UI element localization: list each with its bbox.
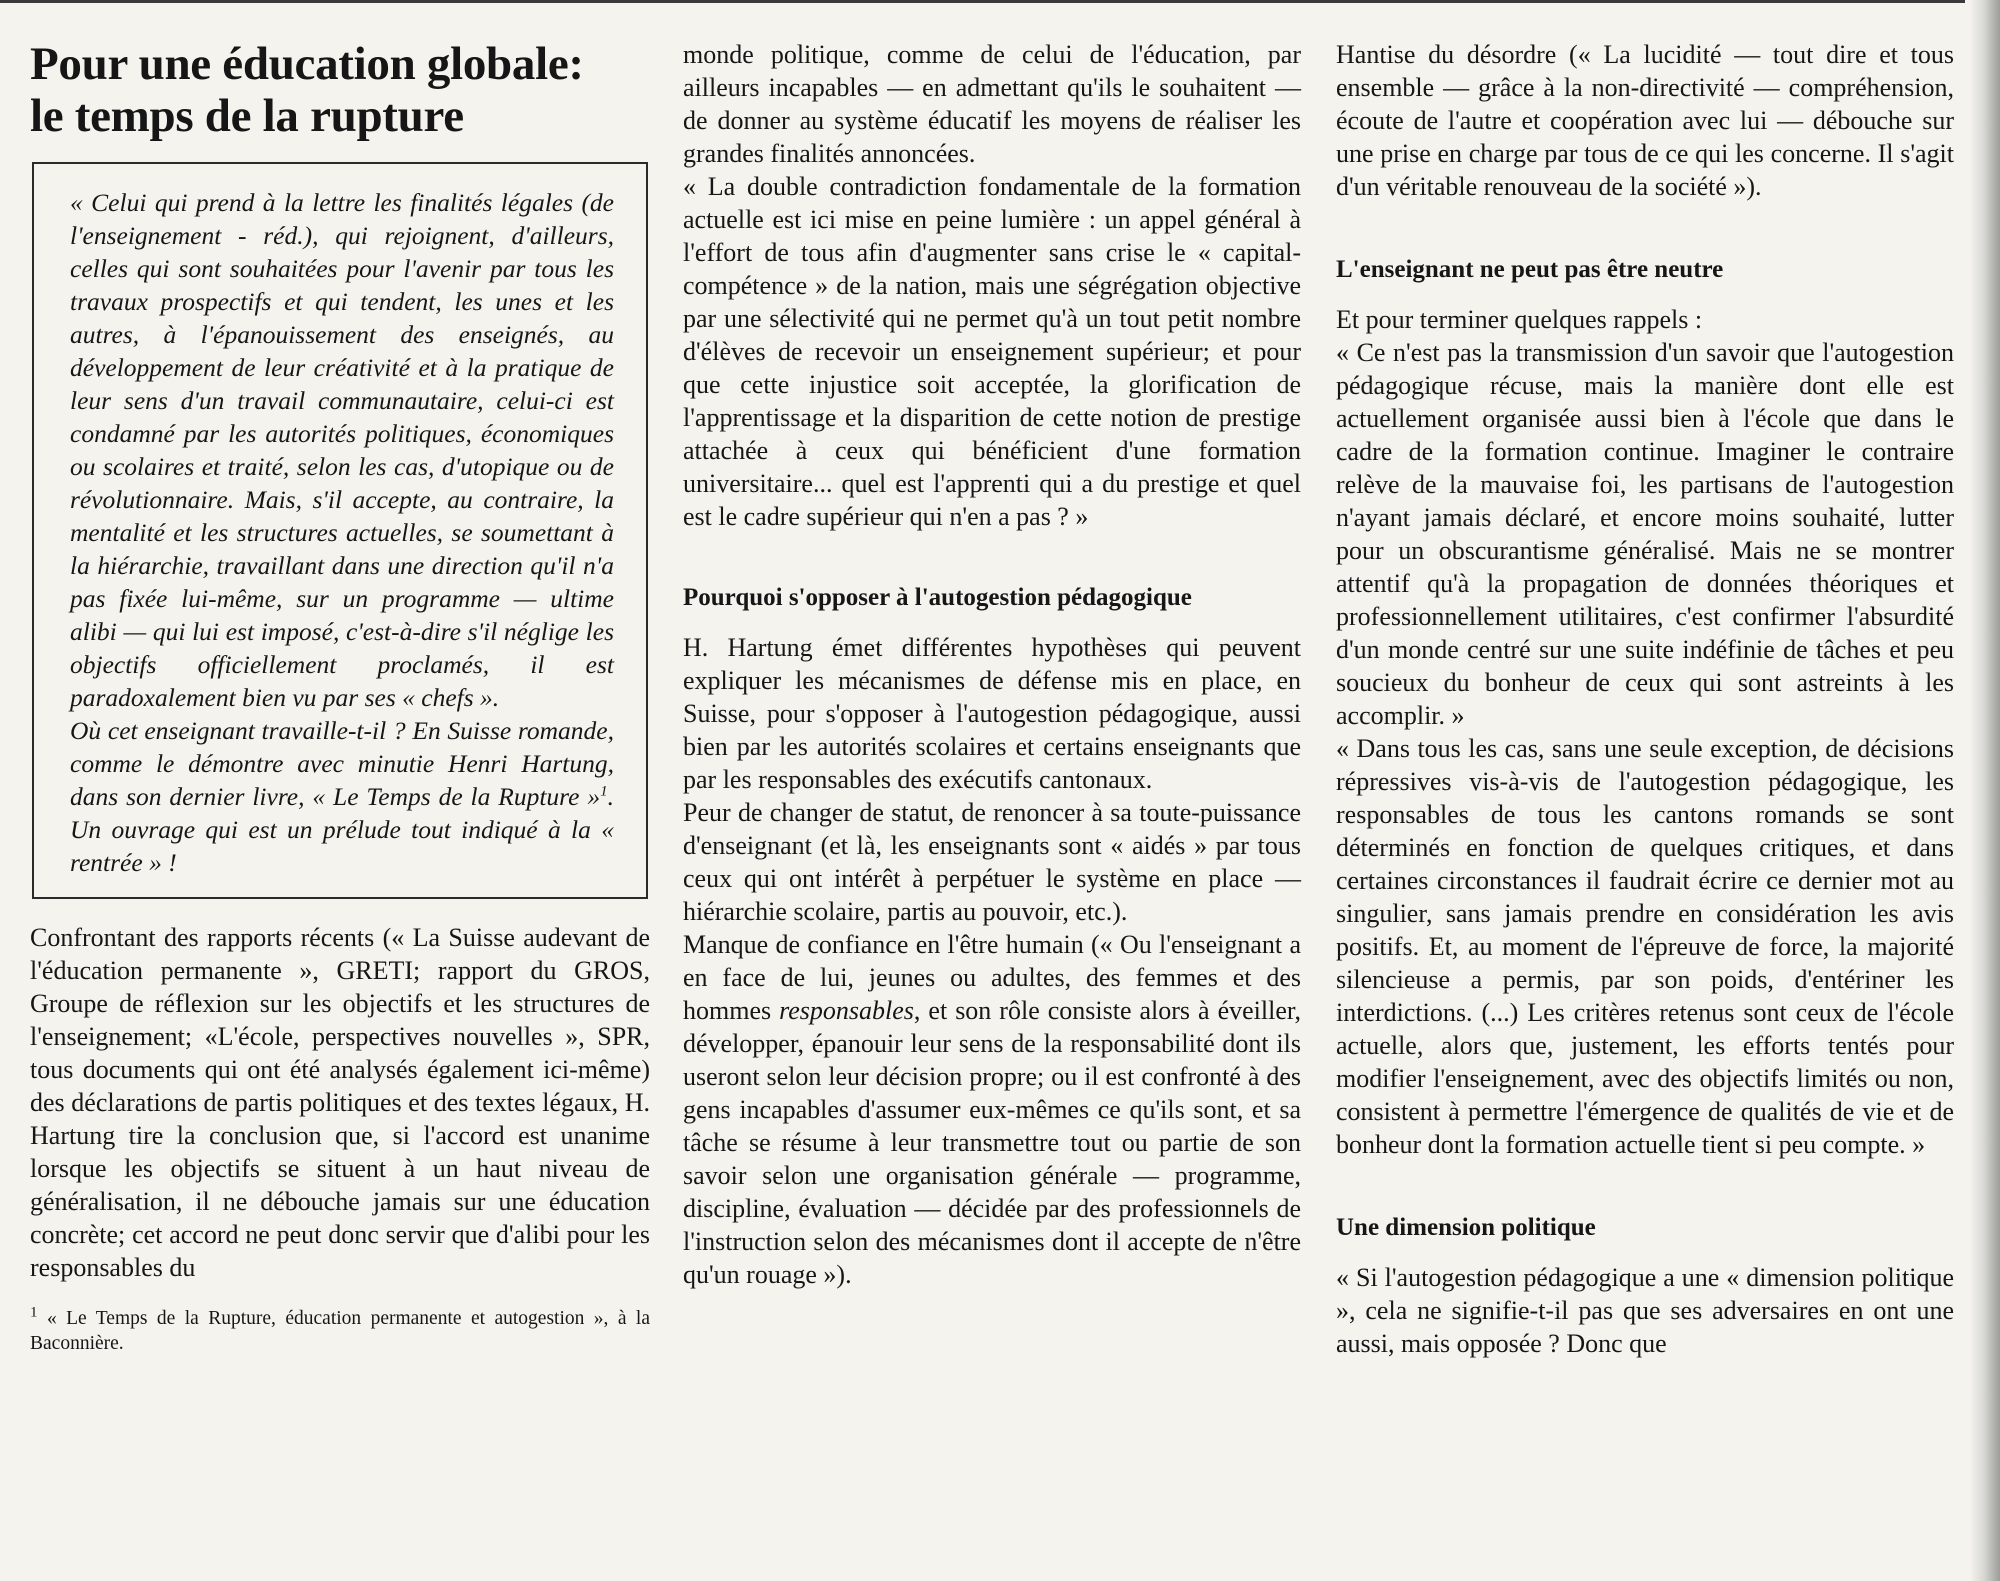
column-1 xyxy=(30,38,650,1376)
body-paragraph: « La double contradiction fondamentale de la formation actuelle est ici mise en peine lumière : un appel général à l'effort de tous afin d'augmenter sans crise le « capital-compétence » de la nation, mais une ségrégation objective par une sélectivité qui ne permet qu'à un tout petit nombre d'élèves de recevoir un enseignement supérieur; et pour que cette injustice soit acceptée, la glorification de l'apprentissage et la disparition de cette notion de prestige attachée à ceux qui bénéficient d'une formation universitaire... quel est l'apprenti qui a du prestige et quel est le cadre supérieur qui n'en a pas ? » xyxy=(683,172,1301,531)
top-rule xyxy=(0,0,1965,3)
body-paragraph xyxy=(683,928,1301,1291)
body-paragraph: « Si l'autogestion pédagogique a une « dimension politique », cela ne signifie-t-il pas que ses adversaires en ont une aussi, mais opposée ? Donc que xyxy=(1336,1263,1954,1358)
body-paragraph: Hantise du désordre (« La lucidité — tout dire et tous ensemble — grâce à la non-directivité — compréhension, écoute de l'autre et coopération avec lui — débouche sur une prise en charge par tous de ce qui les concerne. Il s'agit d'un véritable renouveau de la société »). xyxy=(1336,40,1954,201)
emphasis-text: responsables xyxy=(779,996,914,1025)
footnote-mark: 1 xyxy=(30,1304,38,1321)
section-heading-autogestion: Pourquoi s'opposer à l'autogestion pédagogique xyxy=(683,584,1192,611)
title-line-1: Pour une éducation globale: xyxy=(30,38,584,90)
footnote xyxy=(30,1306,650,1356)
column-2 xyxy=(683,38,1301,1291)
intro-box xyxy=(32,162,648,899)
footnote-text: « Le Temps de la Rupture, éducation permanente et autogestion », à la Baconnière. xyxy=(30,1308,651,1354)
body-paragraph: Et pour terminer quelques rappels : xyxy=(1336,305,1703,334)
intro-text: Où cet enseignant travaille-t-il ? En Suisse romande, comme le démontre avec minutie Henri Hartung, dans son dernier livre, « Le Temps de la Rupture » xyxy=(70,716,614,811)
page-edge-shadow xyxy=(1970,0,2000,1581)
footnote-ref: 1 xyxy=(600,783,608,800)
title-line-2: le temps de la rupture xyxy=(30,90,464,142)
body-text: Manque de confiance en l'être humain (« Ou l'enseignant a en face de lui, jeunes ou adultes, des femmes et des hommes xyxy=(683,930,1301,1025)
body-paragraph: monde politique, comme de celui de l'éducation, par ailleurs incapables — en admettant qu'ils le souhaitent — de donner au système éducatif les moyens de réaliser les grandes finalités annoncées. xyxy=(683,40,1301,168)
intro-paragraph-2 xyxy=(70,714,614,879)
article-title xyxy=(30,38,650,142)
body-text: , et son rôle consiste alors à éveiller, développer, épanouir leur sens de la responsabilité dont ils useront selon leur décision propre; ou il est confronté à des gens incapables d'assumer eux-mêmes ce qu'ils sont, et sa tâche se résume à leur transmettre tout ou partie de son savoir selon une organisation générale — programme, discipline, évaluation — décidée par des professionnels de l'instruction selon des mécanismes dont il accepte de n'être qu'un rouage »). xyxy=(683,996,1301,1289)
intro-text-end: . Un ouvrage qui est un prélude tout indiqué à la « rentrée » ! xyxy=(70,782,614,877)
section-heading-neutre: L'enseignant ne peut pas être neutre xyxy=(1336,256,1724,283)
body-paragraph: H. Hartung émet différentes hypothèses qui peuvent expliquer les mécanismes de défense mis en place, en Suisse, pour s'opposer à l'autogestion pédagogique, aussi bien par les autorités scolaires et certains enseignants que par les responsables des exécutifs cantonaux. xyxy=(683,633,1301,794)
body-paragraph: « Dans tous les cas, sans une seule exception, de décisions répressives vis-à-vis de l'autogestion pédagogique, les responsables de tous les cantons romands se sont déterminés en fonction de quelques critiques, et dans certaines circonstances il faudrait écrire ce dernier mot au singulier, sans jamais prendre en considération les avis positifs. Et, au moment de l'épreuve de force, la majorité silencieuse a permis, par son poids, d'entériner les interdictions. (...) Les critères retenus sont ceux de l'école actuelle, alors que, justement, les efforts tentés pour modifier l'enseignement, avec des objectifs limités ou non, consistent à permettre l'émergence de qualités de vie et de bonheur dont la formation actuelle tient si peu compte. » xyxy=(1336,734,1954,1159)
body-paragraph: « Ce n'est pas la transmission d'un savoir que l'autogestion pédagogique récuse, mais la manière dont elle est actuellement organisée aussi bien à l'école que dans le cadre de la formation continue. Imaginer le contraire relève de la mauvaise foi, les partisans de l'autogestion n'ayant jamais déclaré, et encore moins souhaité, lutter pour un obscurantisme généralisé. Mais ne se montrer attentif qu'à la propagation de données théoriques et professionnellement utilitaires, c'est confirmer l'absurdité d'un monde centré sur une suite indéfinie de tâches et peu soucieux du bonheur de ceux qui sont astreints à les accomplir. » xyxy=(1336,338,1954,730)
body-paragraph: Peur de changer de statut, de renoncer à sa toute-puissance d'enseignant (et là, les enseignants sont « aidés » par tous ceux qui ont intérêt à perpétuer le système en place — hiérarchie scolaire, partis au pouvoir, etc.). xyxy=(683,798,1301,926)
section-heading-politique: Une dimension politique xyxy=(1336,1214,1596,1241)
intro-paragraph-1: « Celui qui prend à la lettre les finalités légales (de l'enseignement - réd.), qui rejoignent, d'ailleurs, celles qui sont souhaitées pour l'avenir par tous les travaux prospectifs et qui tendent, les unes et les autres, à l'épanouissement des enseignés, au développement de leur créativité et à la pratique de leur sens d'un travail communautaire, celui-ci est condamné par les autorités politiques, économiques ou scolaires et traité, selon les cas, d'utopique ou de révolutionnaire. Mais, s'il accepte, au contraire, la mentalité et les structures actuelles, se soumettant à la hiérarchie, travaillant dans une direction qu'il n'a pas fixée lui-même, sur un programme — ultime alibi — qui lui est imposé, c'est-à-dire s'il néglige les objectifs officiellement proclamés, il est paradoxalement bien vu par ses « chefs ». xyxy=(70,188,614,712)
body-paragraph: Confrontant des rapports récents (« La Suisse audevant de l'éducation permanente », GRETI; rapport du GROS, Groupe de réflexion sur les objectifs et les structures de l'enseignement; «L'école, perspectives nouvelles », SPR, tous documents qui ont été analysés également ici-même) des déclarations de partis politiques et des textes légaux, H. Hartung tire la conclusion que, si l'accord est unanime lorsque les objectifs se situent à un haut niveau de généralisation, il ne débouche jamais sur une éducation concrète; cet accord ne peut donc servir que d'alibi pour les responsables du xyxy=(30,923,650,1282)
column-3 xyxy=(1336,38,1954,1360)
